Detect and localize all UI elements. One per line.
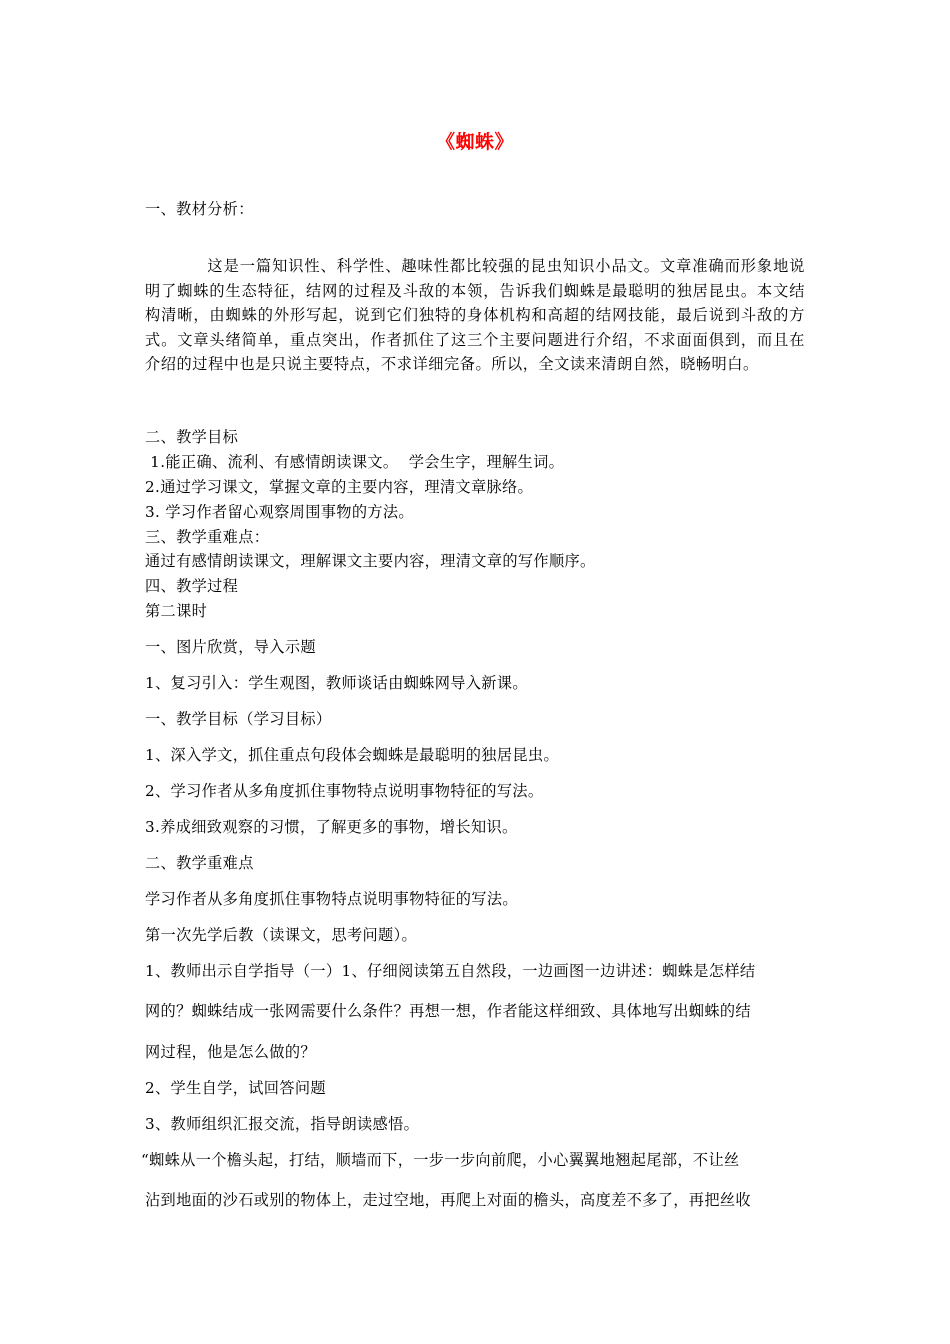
document-title: 《蜘蛛》 <box>435 131 514 153</box>
learning-goal-2: 2、学习作者从多角度抓住事物特点说明事物特征的写法。 <box>145 782 544 800</box>
self-study-item: 2、学生自学，试回答问题 <box>145 1079 326 1097</box>
goal-item-3: 3. 学习作者留心观察周围事物的方法。 <box>145 503 414 521</box>
learning-goal-3: 3.养成细致观察的习惯，了解更多的事物，增长知识。 <box>145 818 518 836</box>
first-round-heading: 第一次先学后教（读课文，思考问题）。 <box>145 926 418 944</box>
goal-item-1: 1.能正确、流利、有感情朗读课文。 学会生字，理解生词。 <box>145 453 565 471</box>
report-item: 3、教师组织汇报交流，指导朗读感悟。 <box>145 1115 420 1133</box>
guide-line-2: 网的？蜘蛛结成一张网需要什么条件？再想一想，作者能这样细致、具体地写出蜘蛛的结 <box>145 1002 751 1020</box>
difficulty-text: 通过有感情朗读课文，理解课文主要内容，理清文章的写作顺序。 <box>145 552 596 570</box>
step-item-review: 1、复习引入：学生观图，教师谈话由蜘蛛网导入新课。 <box>145 674 528 692</box>
step-heading-difficulties: 二、教学重难点 <box>145 854 254 872</box>
learning-goal-1: 1、深入学文，抓住重点句段体会蜘蛛是最聪明的独居昆虫。 <box>145 746 559 764</box>
analysis-paragraph-text: 这是一篇知识性、科学性、趣味性都比较强的昆虫知识小品文。文章准确而形象地说明了蜘蛛的生态特征，结网的过程及斗敌的本领，告诉我们蜘蛛是最聪明的独居昆虫。本文结构清晰，由蜘蛛的外形写起，说到它们独特的身体机构和高超的结网技能，最后说到斗敌的方式。文章头绪简单，重点突出，作者抓住了这三个主要问题进行介绍，不求面面俱到，而且在介绍的过程中也是只说主要特点，不求详细完备。所以，全文读来清朗自然，晓畅明白。 <box>145 257 805 374</box>
section-heading-process: 四、教学过程 <box>145 577 239 595</box>
guide-line-1: 1、教师出示自学指导（一）1、仔细阅读第五自然段，一边画图一边讲述：蜘蛛是怎样结 <box>145 962 756 980</box>
step-heading-intro: 一、图片欣赏，导入示题 <box>145 638 316 656</box>
goal-item-2: 2.通过学习课文，掌握文章的主要内容，理清文章脉络。 <box>145 478 534 496</box>
difficulty-text-2: 学习作者从多角度抓住事物特点说明事物特征的写法。 <box>145 890 518 908</box>
step-heading-learning-goals: 一、教学目标（学习目标） <box>145 710 332 728</box>
quote-line-1: “蜘蛛从一个檐头起，打结，顺墙而下，一步一步向前爬，小心翼翼地翘起尾部，不让丝 <box>141 1151 740 1169</box>
quote-line-2: 沾到地面的沙石或别的物体上，走过空地，再爬上对面的檐头，高度差不多了，再把丝收 <box>145 1191 751 1209</box>
guide-line-3: 网过程，他是怎么做的？ <box>145 1043 316 1061</box>
analysis-paragraph <box>145 254 805 377</box>
section-heading-difficulties: 三、教学重难点： <box>145 528 270 546</box>
section-heading-analysis: 一、教材分析： <box>145 200 254 218</box>
section-heading-goals: 二、教学目标 <box>145 428 239 446</box>
lesson-label: 第二课时 <box>145 602 208 620</box>
